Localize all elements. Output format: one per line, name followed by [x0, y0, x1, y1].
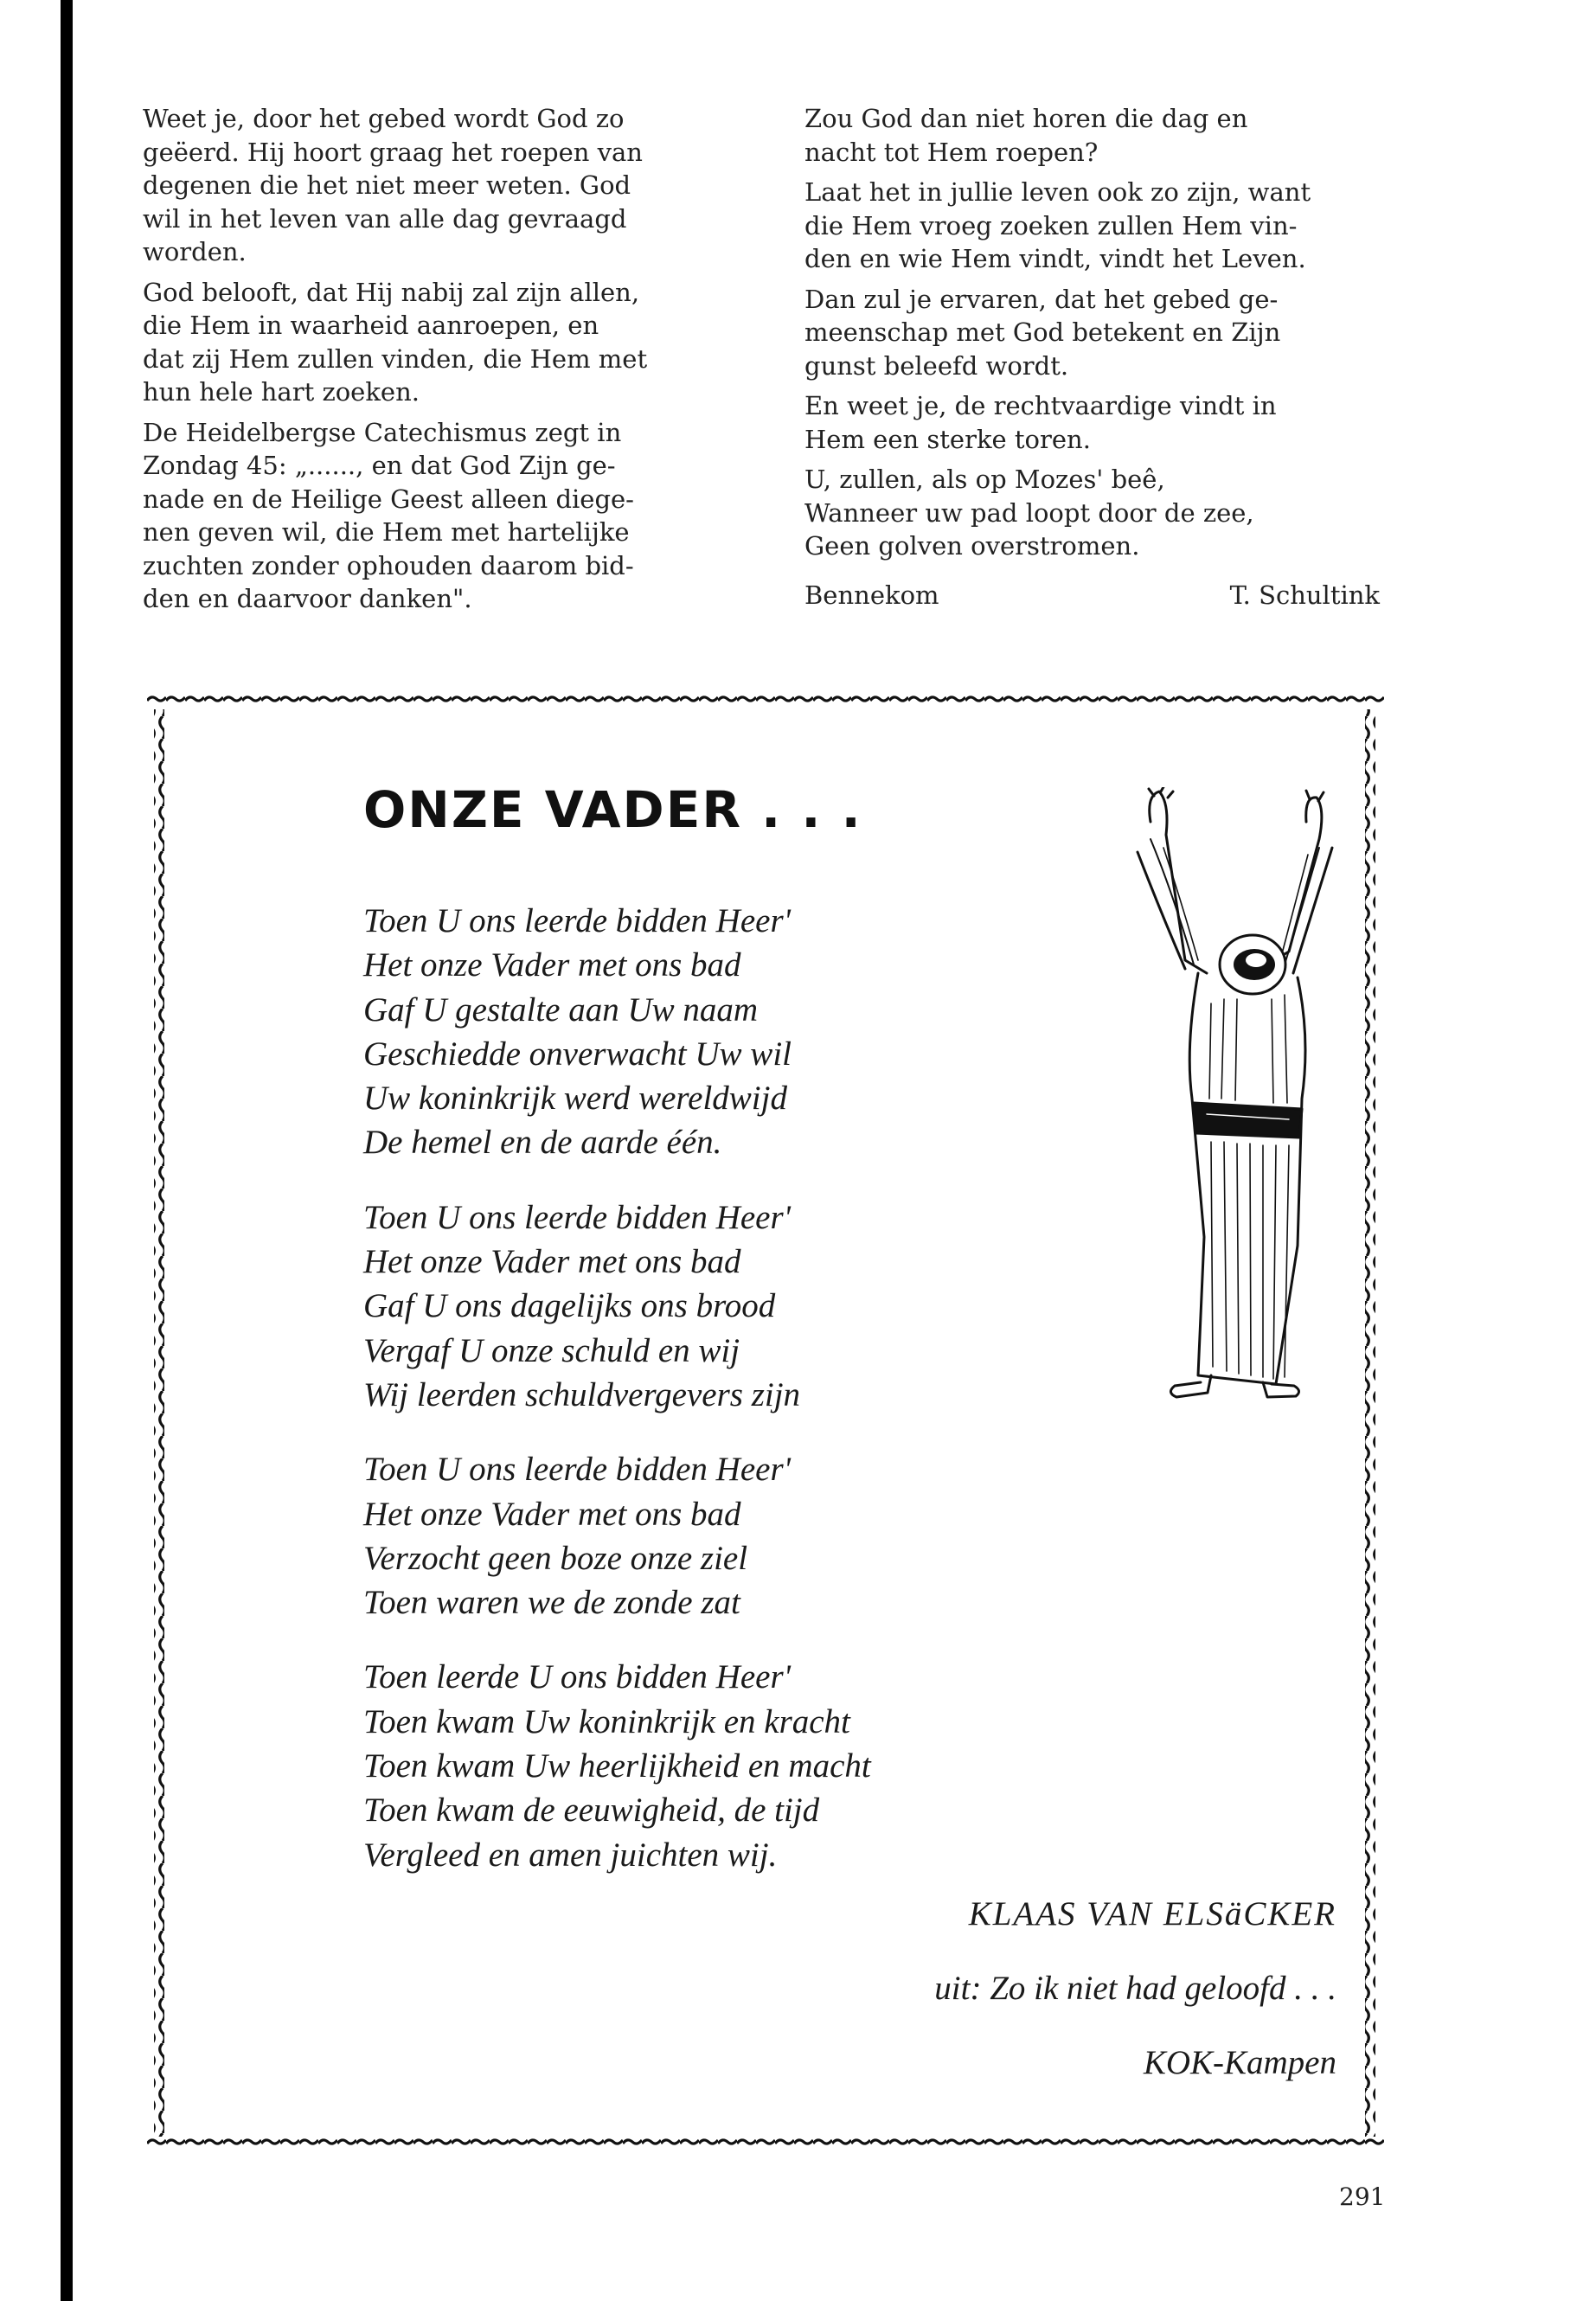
right-column — [804, 102, 1380, 612]
poem-line: Vergleed en amen juichten wij. — [363, 1836, 778, 1874]
place-name: Bennekom — [804, 580, 939, 610]
text-line: meenschap met God betekent en Zijn — [804, 317, 1281, 347]
poem-line: Wij leerden schuldvergevers zijn — [363, 1375, 801, 1413]
poem-line: Verzocht geen boze onze ziel — [363, 1539, 748, 1577]
page-number: 291 — [1339, 2182, 1386, 2211]
text-line: En weet je, de rechtvaardige vindt in — [804, 391, 1277, 420]
poem-frame — [147, 694, 1384, 2149]
poem-line: Vergaf U onze schuld en wij — [363, 1331, 740, 1369]
text-line: zuchten zonder ophouden daarom bid- — [143, 550, 634, 580]
text-line: gunst beleefd wordt. — [804, 350, 1069, 381]
poem-line: Gaf U gestalte aan Uw naam — [363, 990, 759, 1029]
text-line: hun hele hart zoeken. — [143, 377, 420, 407]
text-line: De Heidelbergse Catechismus zegt in — [143, 417, 622, 447]
poem-title: ONZE VADER . . . — [363, 780, 862, 839]
body-paragraph — [804, 389, 1380, 456]
poem-line: Toen U ons leerde bidden Heer' — [363, 902, 791, 939]
article-author: T. Schultink — [1229, 580, 1380, 610]
verse-line: U, zullen, als op Mozes' beê, — [804, 465, 1165, 494]
body-paragraph — [143, 276, 719, 409]
text-line: dat zij Hem zullen vinden, die Hem met — [143, 343, 648, 374]
quoted-verse — [804, 463, 1380, 563]
verse-line: Geen golven overstromen. — [804, 531, 1140, 561]
border-top — [147, 694, 1384, 704]
text-line: Zou God dan niet horen die dag en — [804, 104, 1248, 133]
poem-line: Geschiedde onverwacht Uw wil — [363, 1035, 792, 1073]
poem-line: Toen kwam Uw heerlijkheid en macht — [363, 1747, 871, 1785]
poem-line: Het onze Vader met ons bad — [363, 946, 741, 984]
poem-line: Toen kwam Uw koninkrijk en kracht — [363, 1702, 850, 1740]
body-paragraph — [804, 176, 1380, 276]
text-line: Hem een sterke toren. — [804, 424, 1091, 454]
text-line: worden. — [143, 237, 247, 266]
text-line: die Hem in waarheid aanroepen, en — [143, 311, 599, 340]
poem-stanza — [363, 1195, 1073, 1417]
poem-line: De hemel en de aarde één. — [363, 1124, 722, 1162]
text-line: die Hem vroeg zoeken zullen Hem vin- — [804, 210, 1298, 240]
text-line: Dan zul je ervaren, dat het gebed ge- — [804, 284, 1279, 314]
text-line: nade en de Heilige Geest alleen diege- — [143, 484, 634, 514]
text-line: Weet je, door het gebed wordt God zo — [143, 104, 625, 133]
poem-stanza — [363, 899, 1073, 1165]
poem-author: KLAAS VAN ELSäCKER — [968, 1895, 1336, 1932]
poem-line: Gaf U ons dagelijks ons brood — [363, 1287, 776, 1325]
body-paragraph — [143, 416, 719, 616]
signoff — [804, 579, 1380, 612]
praying-man-raised-arms-icon — [1125, 787, 1384, 1401]
text-line: Zondag 45: „......, en dat God Zijn ge- — [143, 451, 616, 480]
body-paragraph — [804, 283, 1380, 383]
verse-line: Wanneer uw pad loopt door de zee, — [804, 497, 1254, 528]
text-line: degenen die het niet meer weten. God — [143, 170, 631, 200]
text-line: den en daarvoor danken". — [143, 584, 472, 613]
poem-credits — [934, 1896, 1336, 2119]
text-line: Laat het in jullie leven ook zo zijn, want — [804, 177, 1311, 207]
text-line: den en wie Hem vindt, vindt het Leven. — [804, 244, 1306, 273]
border-left — [154, 709, 164, 2137]
body-paragraph — [804, 102, 1380, 169]
poem-body — [363, 899, 1073, 1907]
poem-publisher: KOK-Kampen — [1143, 2044, 1336, 2081]
text-line: nen geven wil, die Hem met hartelijke — [143, 517, 630, 547]
poem-stanza — [363, 1655, 1073, 1876]
body-paragraph — [143, 102, 719, 269]
poem-line: Toen kwam de eeuwigheid, de tijd — [363, 1791, 820, 1830]
poem-stanza — [363, 1447, 1073, 1625]
poem-line: Het onze Vader met ons bad — [363, 1495, 741, 1533]
poem-line: Uw koninkrijk werd wereldwijd — [363, 1080, 787, 1118]
poem-line: Toen leerde U ons bidden Heer' — [363, 1658, 791, 1696]
left-column — [143, 102, 719, 623]
text-line: God belooft, dat Hij nabij zal zijn allen, — [143, 277, 640, 307]
border-bottom — [147, 2137, 1384, 2147]
text-line: wil in het leven van alle dag gevraagd — [143, 203, 627, 234]
text-line: geëerd. Hij hoort graag het roepen van — [143, 137, 643, 167]
poem-line: Toen U ons leerde bidden Heer' — [363, 1451, 791, 1489]
binding-edge — [61, 0, 73, 2301]
poem-source: uit: Zo ik niet had geloofd . . . — [934, 1970, 1336, 2007]
poem-line: Toen waren we de zonde zat — [363, 1584, 740, 1622]
poem-line: Toen U ons leerde bidden Heer' — [363, 1198, 791, 1236]
poem-line: Het onze Vader met ons bad — [363, 1243, 741, 1281]
text-line: nacht tot Hem roepen? — [804, 137, 1099, 167]
